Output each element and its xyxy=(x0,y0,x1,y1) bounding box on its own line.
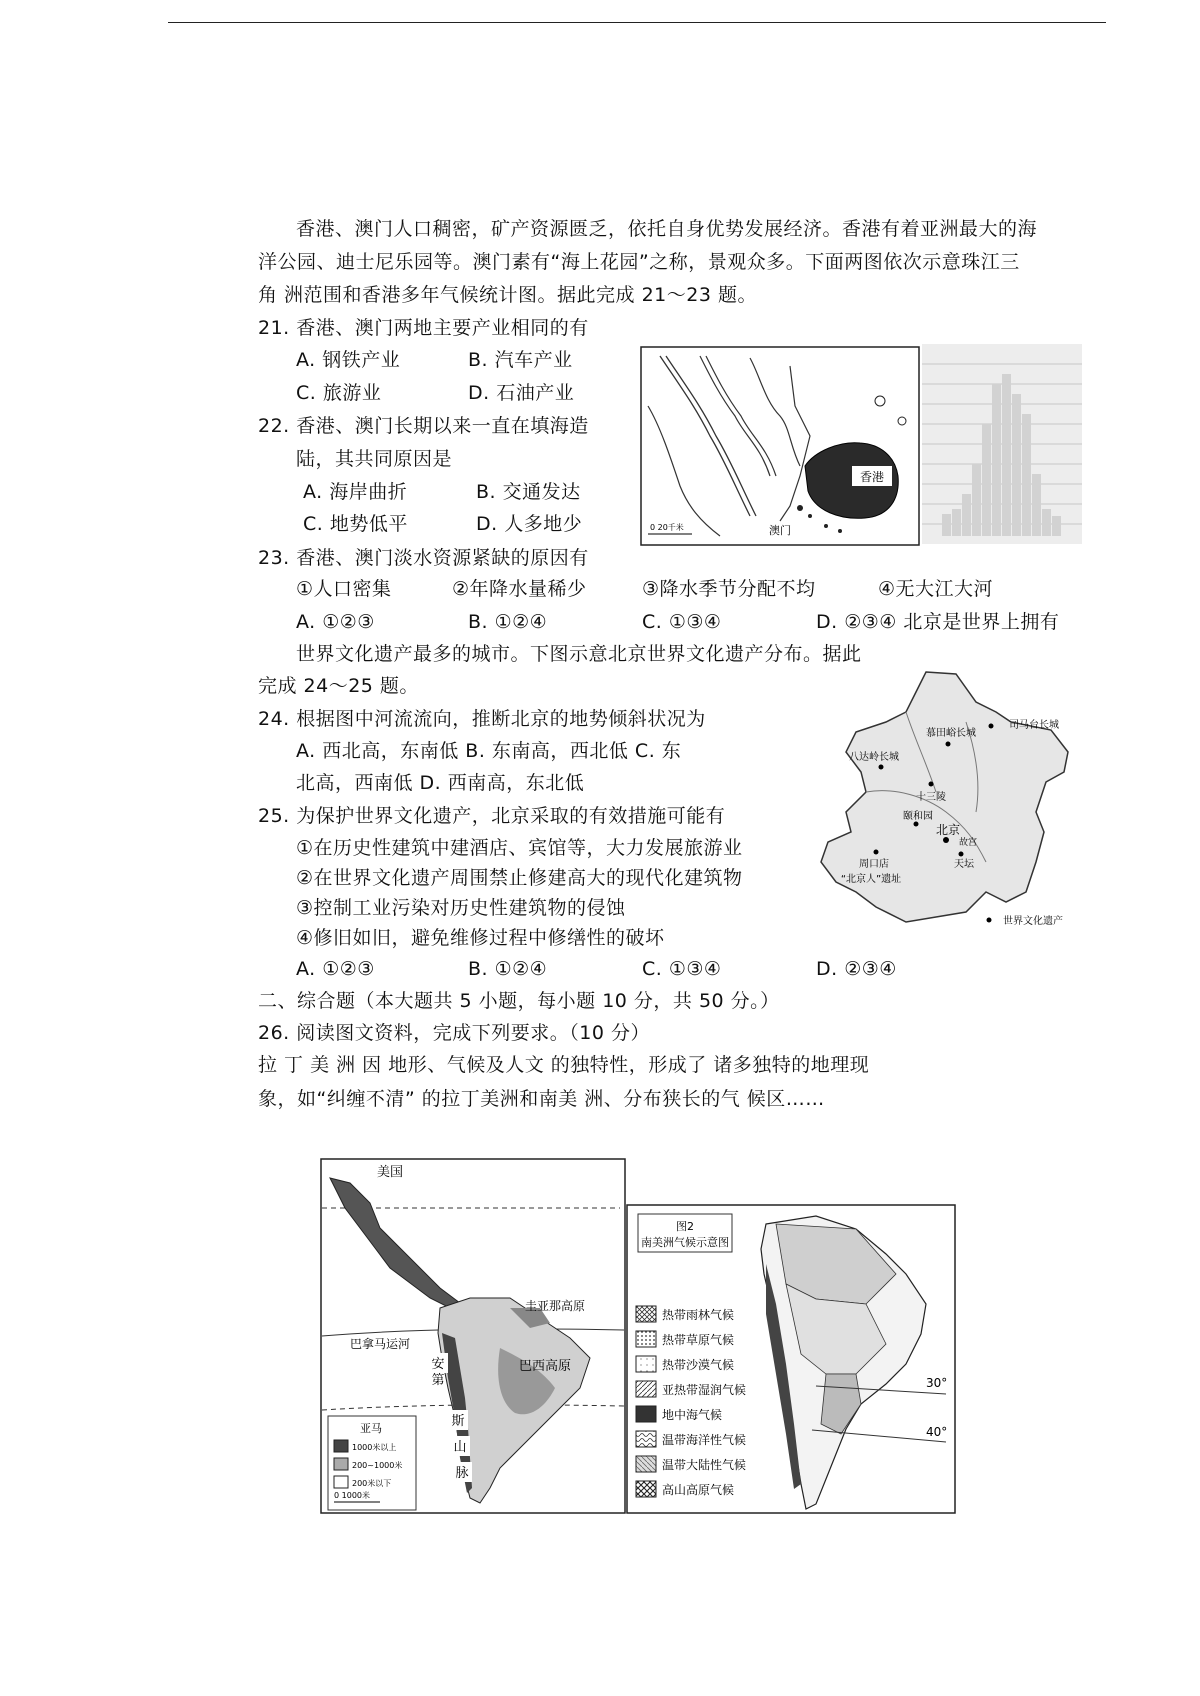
header-rule xyxy=(168,22,1106,23)
label-panama-canal: 巴拿马运河 xyxy=(349,1337,411,1351)
label-peking-man-site: “北京人”遗址 xyxy=(840,874,902,885)
q26-stem: 26. 阅读图文资料，完成下列要求。（10 分） xyxy=(258,1022,650,1044)
label-latitude-30: 30° xyxy=(926,1376,948,1390)
beijing-heritage-map xyxy=(806,662,1076,932)
label-simatai: 司马台长城 xyxy=(1009,720,1059,731)
q23-item-2: ②年降水量稀少 xyxy=(452,578,587,600)
legend-highland: 高山高原气候 xyxy=(662,1483,735,1497)
map-2-title: 南美洲气候示意图 xyxy=(641,1236,729,1249)
q25-option-b: B. ①②④ xyxy=(468,958,548,980)
q26-text-line-2: 象，如“纠缠不清” 的拉丁美洲和南美 洲、分布狭长的气 候区…… xyxy=(258,1088,825,1110)
label-ming-tombs: 十三陵 xyxy=(916,792,946,803)
legend-subtropical-humid: 亚热带湿润气候 xyxy=(662,1383,747,1397)
label-andes-4: 山 xyxy=(453,1440,467,1455)
q23-option-c: C. ①③④ xyxy=(642,611,722,633)
q22-option-b: B. 交通发达 xyxy=(476,481,581,503)
label-amazon: 亚马 xyxy=(360,1422,382,1435)
q23-stem: 23. 香港、澳门淡水资源紧缺的原因有 xyxy=(258,547,589,569)
q24-stem: 24. 根据图中河流流向，推断北京的地势倾斜状况为 xyxy=(258,708,706,730)
q25-stem: 25. 为保护世界文化遗产，北京采取的有效措施可能有 xyxy=(258,805,726,827)
hong-kong-climate-chart xyxy=(922,344,1082,544)
label-andes-5: 脉 xyxy=(455,1466,469,1481)
q22-option-c: C. 地势低平 xyxy=(303,513,408,535)
label-zhoukoudian: 周口店 xyxy=(859,859,889,870)
label-temple-of-heaven: 天坛 xyxy=(954,859,974,870)
q25-item-3: ③控制工业污染对历史性建筑物的侵蚀 xyxy=(296,897,626,919)
scale-bar-1000: 0 1000米 xyxy=(334,1491,370,1500)
intro-line-1: 香港、澳门人口稠密，矿产资源匮乏，依托自身优势发展经济。香港有着亚洲最大的海 xyxy=(296,218,1038,240)
label-beijing: 北京 xyxy=(935,823,961,837)
q21-stem: 21. 香港、澳门两地主要产业相同的有 xyxy=(258,317,589,339)
q24-options-line-1: A. 西北高，东南低 B. 东南高，西北低 C. 东 xyxy=(296,740,682,762)
scale-bar-label: 0 20千米 xyxy=(650,523,684,532)
beijing-intro-line-1: 世界文化遗产最多的城市。下图示意北京世界文化遗产分布。据此 xyxy=(296,643,862,665)
q23-item-3: ③降水季节分配不均 xyxy=(642,578,816,600)
label-hong-kong: 香港 xyxy=(859,470,885,484)
label-forbidden-city: 故宫 xyxy=(958,838,978,848)
label-badaling: 八达岭长城 xyxy=(849,752,899,763)
label-latitude-40: 40° xyxy=(926,1425,948,1439)
legend-temperate-maritime: 温带海洋性气候 xyxy=(662,1433,747,1447)
intro-line-3: 角 洲范围和香港多年气候统计图。据此完成 21～23 题。 xyxy=(258,284,757,306)
label-andes-1: 安 xyxy=(431,1357,445,1372)
label-brazilian-highlands: 巴西高原 xyxy=(518,1359,572,1374)
beijing-intro-line-2: 完成 24～25 题。 xyxy=(258,675,419,697)
q25-item-2: ②在世界文化遗产周围禁止修建高大的现代化建筑物 xyxy=(296,867,743,889)
section-2-heading: 二、综合题（本大题共 5 小题，每小题 10 分，共 50 分。） xyxy=(258,990,780,1012)
legend-mediterranean: 地中海气候 xyxy=(662,1408,723,1422)
q25-option-c: C. ①③④ xyxy=(642,958,722,980)
climate-legend xyxy=(632,1302,782,1512)
q25-item-1: ①在历史性建筑中建酒店、宾馆等，大力发展旅游业 xyxy=(296,837,743,859)
q21-option-c: C. 旅游业 xyxy=(296,382,382,404)
q23-option-d: D. ②③④ 北京是世界上拥有 xyxy=(816,611,1060,633)
q21-option-d: D. 石油产业 xyxy=(468,382,575,404)
q23-item-4: ④无大江大河 xyxy=(878,578,994,600)
intro-line-2: 洋公园、迪士尼乐园等。澳门素有“海上花园”之称，景观众多。下面两图依次示意珠江三 xyxy=(258,251,1020,273)
pearl-river-delta-map xyxy=(640,346,920,546)
label-macau: 澳门 xyxy=(769,524,791,537)
q22-option-a: A. 海岸曲折 xyxy=(303,481,408,503)
q22-option-d: D. 人多地少 xyxy=(476,513,583,535)
q21-option-a: A. 钢铁产业 xyxy=(296,349,401,371)
q23-option-a: A. ①②③ xyxy=(296,611,375,633)
q22-stem-1: 22. 香港、澳门长期以来一直在填海造 xyxy=(258,415,589,437)
legend-temperate-continental: 温带大陆性气候 xyxy=(662,1458,747,1472)
label-andes-2: 第 xyxy=(431,1373,445,1388)
label-andes-3: 斯 xyxy=(451,1414,465,1429)
legend-heritage: 世界文化遗产 xyxy=(1003,916,1063,927)
latin-america-terrain-map xyxy=(320,1158,626,1514)
q24-options-line-2: 北高，西南低 D. 西南高，东北低 xyxy=(296,772,585,794)
q26-text-line-1: 拉 丁 美 洲 因 地形、气候及人文 的独特性，形成了 诸多独特的地理现 xyxy=(258,1054,870,1076)
q25-option-a: A. ①②③ xyxy=(296,958,375,980)
legend-tropical-desert: 热带沙漠气候 xyxy=(662,1358,735,1372)
map-2-number: 图2 xyxy=(676,1220,694,1233)
legend-tropical-savanna: 热带草原气候 xyxy=(662,1333,735,1347)
label-mutianyu: 慕田峪长城 xyxy=(926,728,976,739)
q23-item-1: ①人口密集 xyxy=(296,578,392,600)
label-summer-palace: 颐和园 xyxy=(903,811,933,822)
legend-above-1000m: 1000米以上 xyxy=(352,1443,397,1452)
legend-200-1000m: 200~1000米 xyxy=(352,1461,403,1470)
q25-option-d: D. ②③④ xyxy=(816,958,897,980)
q25-item-4: ④修旧如旧，避免维修过程中修缮性的破坏 xyxy=(296,927,665,949)
q21-option-b: B. 汽车产业 xyxy=(468,349,573,371)
legend-below-200m: 200米以下 xyxy=(352,1479,392,1488)
q23-option-b: B. ①②④ xyxy=(468,611,548,633)
q22-stem-2: 陆，其共同原因是 xyxy=(296,448,453,470)
label-usa: 美国 xyxy=(376,1165,404,1180)
label-guiana-highlands: 圭亚那高原 xyxy=(524,1299,586,1313)
legend-tropical-rainforest: 热带雨林气候 xyxy=(662,1308,735,1322)
